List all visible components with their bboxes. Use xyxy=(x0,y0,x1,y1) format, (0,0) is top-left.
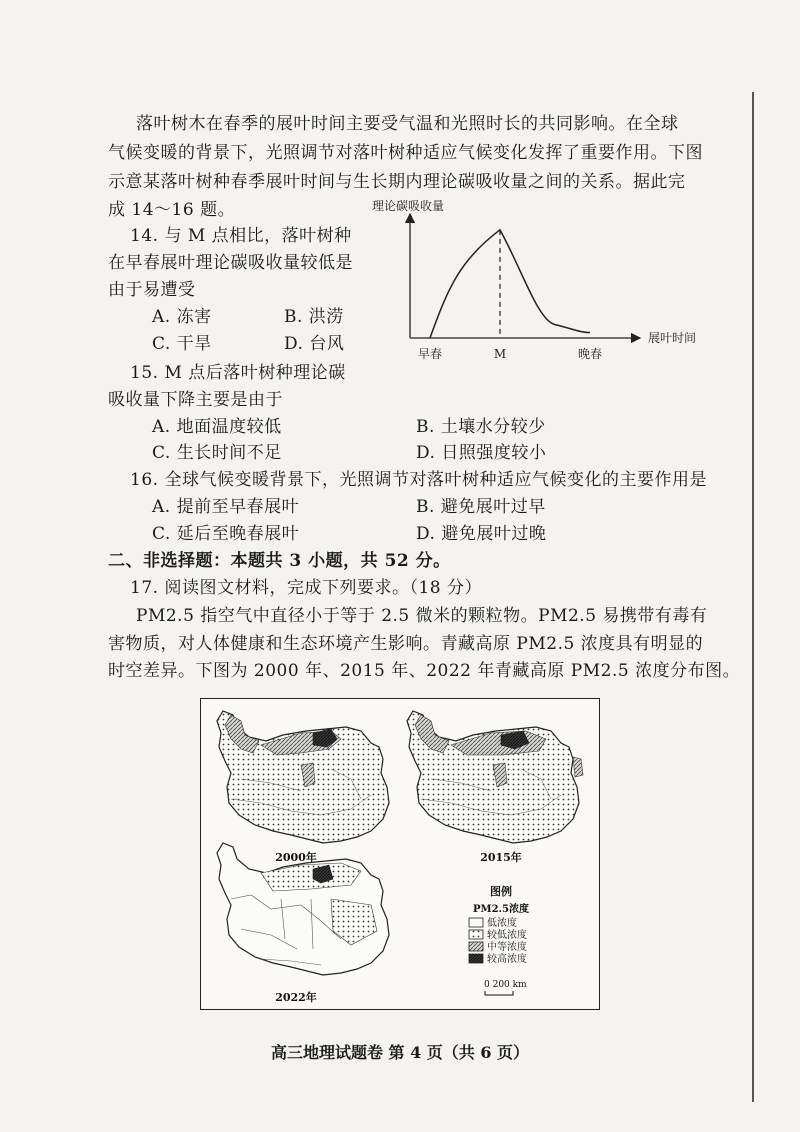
q14-option-a[interactable]: A. 冻害 xyxy=(152,307,212,327)
page-edge-line xyxy=(752,92,754,1102)
intro-line-1: 落叶树木在春季的展叶时间主要受气温和光照时长的共同影响。在全球 xyxy=(136,114,679,134)
legend-label-medium: 中等浓度 xyxy=(487,942,527,953)
intro-line-4: 成 14～16 题。 xyxy=(108,200,236,220)
map-2022 xyxy=(217,843,389,1004)
q14-stem-3: 由于易遭受 xyxy=(108,280,196,300)
q16-option-d[interactable]: D. 避免展叶过晚 xyxy=(416,524,547,544)
q16-option-c[interactable]: C. 延后至晚春展叶 xyxy=(152,524,300,544)
map-label-2000: 2000年 xyxy=(275,851,317,864)
legend-swatch-low xyxy=(469,918,483,927)
q15-option-a[interactable]: A. 地面温度较低 xyxy=(152,417,282,437)
tick-m: M xyxy=(493,347,507,361)
page-footer: 高三地理试题卷 第 4 页（共 6 页） xyxy=(270,1043,530,1062)
scale-bar xyxy=(485,991,513,995)
intro-line-2: 气候变暖的背景下，光照调节对落叶树种适应气候变化发挥了重要作用。下图 xyxy=(108,143,703,163)
q14-option-c[interactable]: C. 干旱 xyxy=(152,334,212,354)
pm25-maps xyxy=(201,699,599,1009)
q15-stem-2: 吸收量下降主要是由于 xyxy=(108,390,283,410)
legend-swatch-medium xyxy=(469,942,483,951)
legend-subtitle: PM2.5浓度 xyxy=(473,904,529,915)
q17-para-2: 害物质，对人体健康和生态环境产生影响。青藏高原 PM2.5 浓度具有明显的 xyxy=(108,634,704,654)
legend-swatch-higher xyxy=(469,954,483,963)
chart-xlabel: 展叶时间 xyxy=(648,331,697,345)
tick-early-spring: 早春 xyxy=(417,347,443,361)
q15-option-c[interactable]: C. 生长时间不足 xyxy=(152,443,282,463)
legend-label-higher: 较高浓度 xyxy=(487,954,527,965)
tick-late-spring: 晚春 xyxy=(577,347,603,361)
map-label-2022: 2022年 xyxy=(275,991,317,1004)
legend-label-lower: 较低浓度 xyxy=(487,930,527,941)
q17-stem: 17. 阅读图文材料，完成下列要求。（18 分） xyxy=(130,578,482,598)
map-legend xyxy=(469,884,529,995)
map-label-2015: 2015年 xyxy=(480,851,522,864)
q14-option-d[interactable]: D. 台风 xyxy=(284,334,345,354)
q15-stem-1: 15. M 点后落叶树种理论碳 xyxy=(130,363,346,383)
legend-title: 图例 xyxy=(490,885,512,898)
pm25-map-figure xyxy=(200,698,600,1010)
intro-line-3: 示意某落叶树种春季展叶时间与生长期内理论碳吸收量之间的关系。据此完 xyxy=(108,172,686,192)
q17-para-3: 时空差异。下图为 2000 年、2015 年、2022 年青藏高原 PM2.5 浓度分布图。 xyxy=(108,661,741,681)
leafout-carbon-chart xyxy=(372,196,740,368)
q15-option-d[interactable]: D. 日照强度较小 xyxy=(416,443,547,463)
q14-stem-2: 在早春展叶理论碳吸收量较低是 xyxy=(108,253,353,273)
chart-ylabel: 理论碳吸收量 xyxy=(372,199,445,213)
legend-swatch-lower xyxy=(469,930,483,939)
legend-label-low: 低浓度 xyxy=(487,918,517,929)
section-2-heading: 二、非选择题：本题共 3 小题，共 52 分。 xyxy=(108,551,451,571)
map-2015 xyxy=(407,711,583,864)
map-2000 xyxy=(217,711,389,864)
scale-bar-label: 0 200 km xyxy=(484,980,527,990)
q17-para-1: PM2.5 指空气中直径小于等于 2.5 微米的颗粒物。PM2.5 易携带有毒有 xyxy=(136,606,708,626)
q14-stem-1: 14. 与 M 点相比，落叶树种 xyxy=(130,226,352,246)
q16-option-b[interactable]: B. 避免展叶过早 xyxy=(416,497,546,517)
q14-option-b[interactable]: B. 洪涝 xyxy=(284,307,344,327)
carbon-curve xyxy=(430,230,590,338)
q16-stem: 16. 全球气候变暖背景下，光照调节对落叶树种适应气候变化的主要作用是 xyxy=(130,470,707,490)
q15-option-b[interactable]: B. 土壤水分较少 xyxy=(416,417,546,437)
q16-option-a[interactable]: A. 提前至早春展叶 xyxy=(152,497,300,517)
